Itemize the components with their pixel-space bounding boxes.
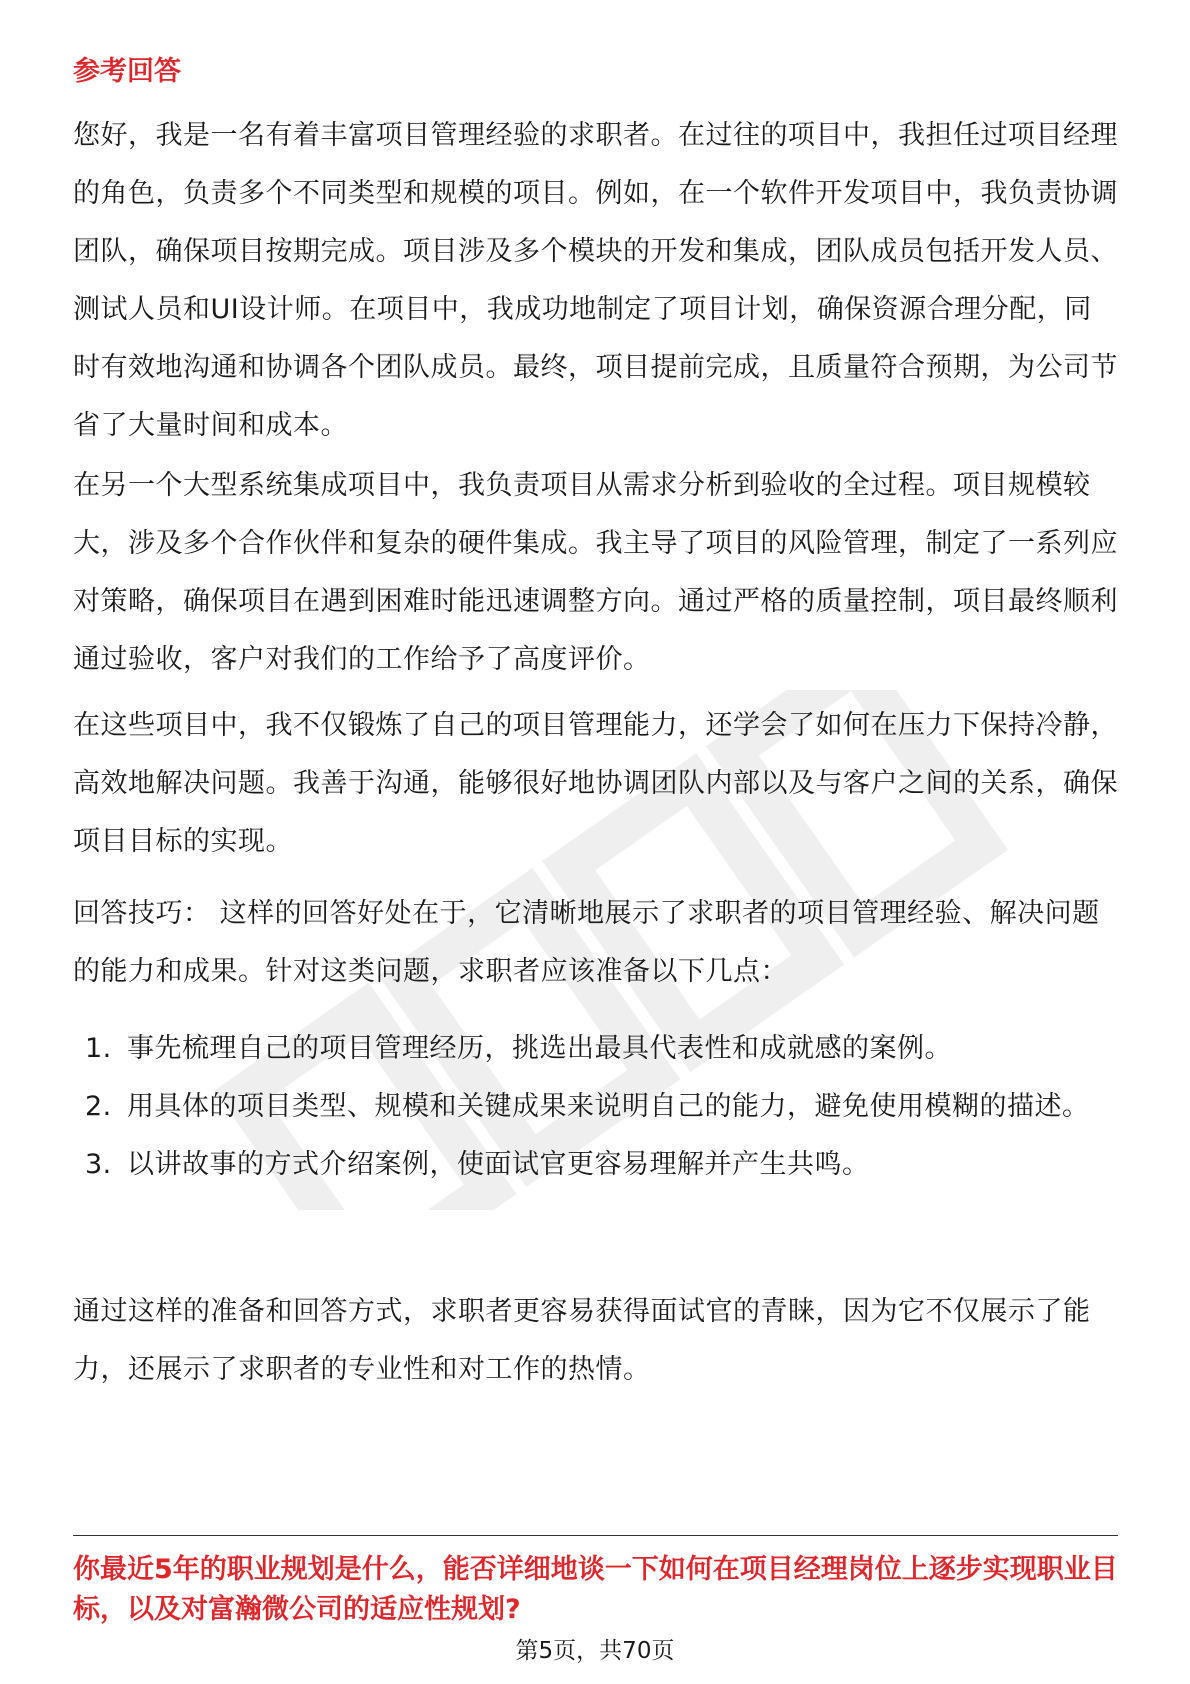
tips-list-item — [73, 1078, 1118, 1136]
tips-list-number: 2. — [85, 1091, 112, 1122]
closing-paragraph: 通过这样的准备和回答方式，求职者更容易获得面试官的青睐，因为它不仅展示了能力，还展示了求职者的专业性和对工作的热情。 — [73, 1296, 1091, 1385]
page-footer: 第5页，共70页 — [515, 1638, 675, 1664]
answer-paragraph-1: 您好，我是一名有着丰富项目管理经验的求职者。在过往的项目中，我担任过项目经理的角色，负责多个不同类型和规模的项目。例如，在一个软件开发项目中，我负责协调团队，确保项目按期完成。项目涉及多个模块的开发和集成，团队成员包括开发人员、测试人员和UI设计师。在项目中，我成功地制定了项目计划，确保资源合理分配，同时有效地沟通和协调各个团队成员。最终，项目提前完成，且质量符合预期，为公司节省了大量时间和成本。 — [73, 120, 1118, 441]
tips-list-text: 以讲故事的方式介绍案例，使面试官更容易理解并产生共鸣。 — [127, 1149, 870, 1180]
section-divider — [73, 1535, 1118, 1536]
tips-list-item — [73, 1020, 1118, 1078]
tips-list-number: 3. — [85, 1149, 112, 1180]
tips-list-item — [73, 1136, 1118, 1194]
tips-intro-paragraph: 回答技巧： 这样的回答好处在于，它清晰地展示了求职者的项目管理经验、解决问题的能力和成果。针对这类问题，求职者应该准备以下几点： — [73, 898, 1100, 987]
tips-list-text: 用具体的项目类型、规模和关键成果来说明自己的能力，避免使用模糊的描述。 — [127, 1091, 1090, 1122]
tips-list-number: 1. — [85, 1033, 112, 1064]
tips-list-text: 事先梳理自己的项目管理经历，挑选出最具代表性和成就感的案例。 — [127, 1033, 952, 1064]
section-title: 参考回答 — [73, 56, 181, 87]
answer-paragraph-2: 在另一个大型系统集成项目中，我负责项目从需求分析到验收的全过程。项目规模较大，涉及多个合作伙伴和复杂的硬件集成。我主导了项目的风险管理，制定了一系列应对策略，确保项目在遇到困难时能迅速调整方向。通过严格的质量控制，项目最终顺利通过验收，客户对我们的工作给予了高度评价。 — [73, 470, 1118, 675]
next-question-heading: 你最近5年的职业规划是什么，能否详细地谈一下如何在项目经理岗位上逐步实现职业目标，以及对富瀚微公司的适应性规划? — [73, 1554, 1118, 1625]
tips-list — [73, 1020, 1118, 1194]
answer-paragraph-3: 在这些项目中，我不仅锻炼了自己的项目管理能力，还学会了如何在压力下保持冷静，高效地解决问题。我善于沟通，能够很好地协调团队内部以及与客户之间的关系，确保项目目标的实现。 — [73, 710, 1118, 857]
